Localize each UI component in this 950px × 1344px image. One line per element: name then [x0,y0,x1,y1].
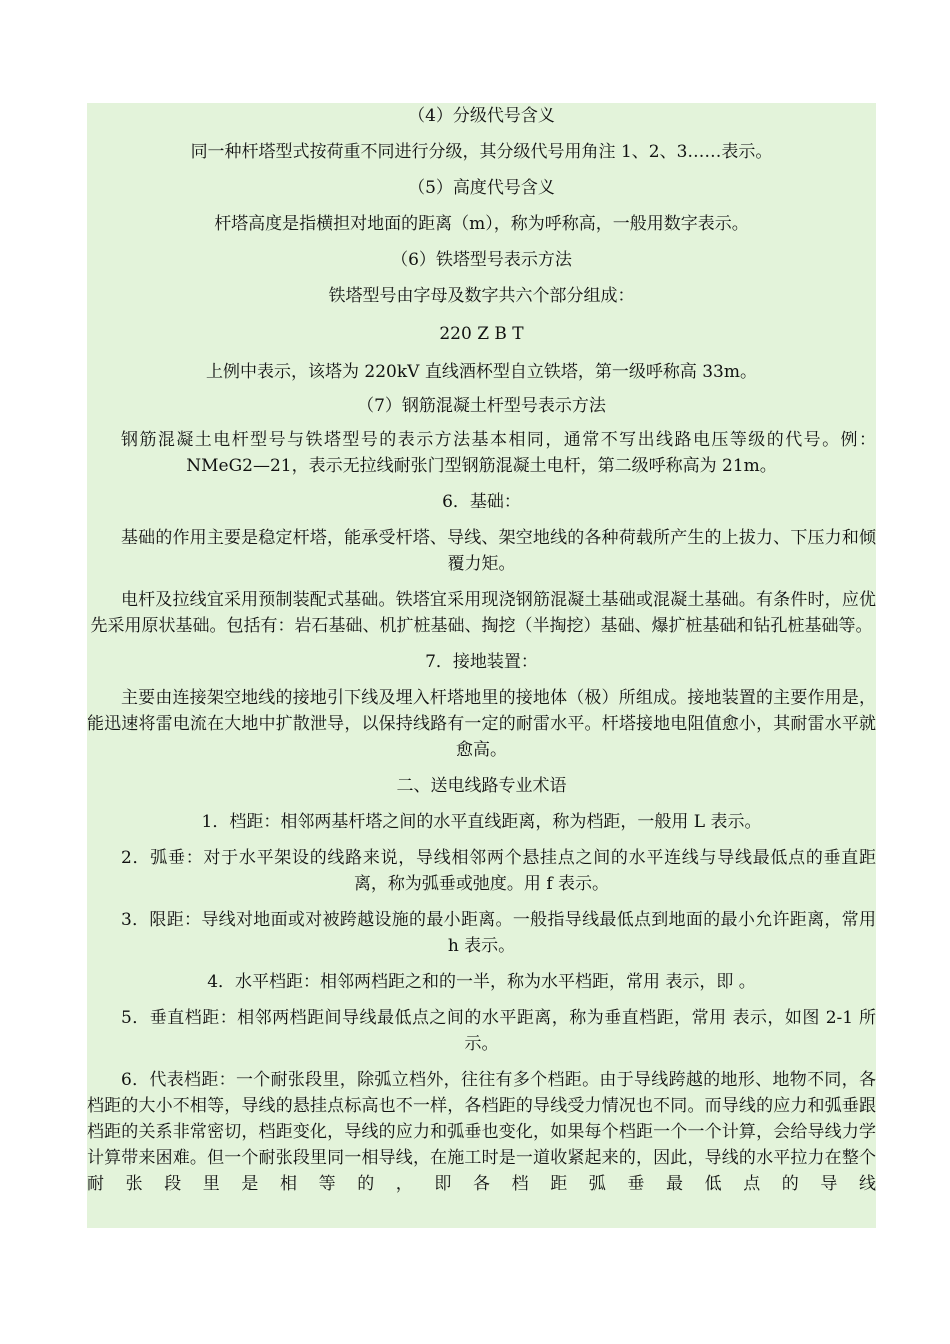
heading-concrete-pole-model: （7）钢筋混凝土杆型号表示方法 [357,396,606,416]
term-span: 1．档距：相邻两基杆塔之间的水平直线距离，称为档距，一般用 L 表示。 [201,812,762,832]
term-clearance: 3．限距：导线对地面或对被跨越设施的最小距离。一般指导线最低点到地面的最小允许距离，常用 h 表示。 [121,910,876,956]
paragraph-grounding: 主要由连接架空地线的接地引下线及埋入杆塔地里的接地体（极）所组成。接地装置的主要作用是，能迅速将雷电流在大地中扩散泄导，以保持线路有一定的耐雷水平。杆塔接地电阻值愈小，其耐雷水平就愈高。 [87,688,876,760]
paragraph-tower-model: 铁塔型号由字母及数字共六个部分组成： [328,286,635,306]
paragraph-tower-example: 上例中表示，该塔为 220kV 直线酒杯型自立铁塔，第一级呼称高 33m。 [206,362,757,382]
term-horizontal-span: 4．水平档距：相邻两档距之和的一半，称为水平档距，常用 表示，即 。 [207,972,756,992]
paragraph-foundation-purpose: 基础的作用主要是稳定杆塔，能承受杆塔、导线、架空地线的各种荷载所产生的上拔力、下压力和倾覆力矩。 [121,528,876,574]
term-vertical-span: 5．垂直档距：相邻两档距间导线最低点之间的水平距离，称为垂直档距，常用 表示，如图 2-1 所示。 [121,1008,876,1054]
heading-height-code: （5）高度代号含义 [408,178,555,198]
paragraph-grade-code: 同一种杆塔型式按荷重不同进行分级，其分级代号用角注 1、2、3……表示。 [190,142,773,162]
paragraph-concrete-pole-model: 钢筋混凝土电杆型号与铁塔型号的表示方法基本相同，通常不写出线路电压等级的代号。例：NMeG2—21，表示无拉线耐张门型钢筋混凝土电杆，第二级呼称高为 21m。 [121,430,876,476]
term-sag: 2．弧垂：对于水平架设的线路来说，导线相邻两个悬挂点之间的水平连线与导线最低点的垂直距离，称为弧垂或弛度。用 f 表示。 [121,848,876,894]
heading-tower-model: （6）铁塔型号表示方法 [391,250,572,270]
paragraph-foundation-types: 电杆及拉线宜采用预制装配式基础。铁塔宜采用现浇钢筋混凝土基础或混凝土基础。有条件时，应优先采用原状基础。包括有：岩石基础、机扩桩基础、掏挖（半掏挖）基础、爆扩桩基础和钻孔桩基础等。 [90,590,876,636]
heading-terminology: 二、送电线路专业术语 [396,776,567,796]
paragraph-height-code: 杆塔高度是指横担对地面的距离（m），称为呼称高，一般用数字表示。 [214,214,749,234]
tower-model-example: 220 Z B T [439,324,524,344]
heading-grade-code: （4）分级代号含义 [408,106,555,126]
heading-grounding: 7．接地装置： [425,652,538,672]
document-body [87,103,876,1228]
heading-foundation: 6．基础： [442,492,521,512]
term-ruling-span: 6．代表档距：一个耐张段里，除弧立档外，往往有多个档距。由于导线跨越的地形、地物不同，各档距的大小不相等，导线的悬挂点标高也不一样，各档距的导线受力情况也不同。而导线的应力和弧垂跟档距的关系非常密切，档距变化，导线的应力和弧垂也变化，如果每个档距一个一个计算，会给导线力学计算带来困难。但一个耐张段里同一相导线，在施工时是一道收紧起来的，因此，导线的水平拉力在整个耐张段里是相等的，即各档距弧垂最低点的导线 [87,1070,876,1194]
